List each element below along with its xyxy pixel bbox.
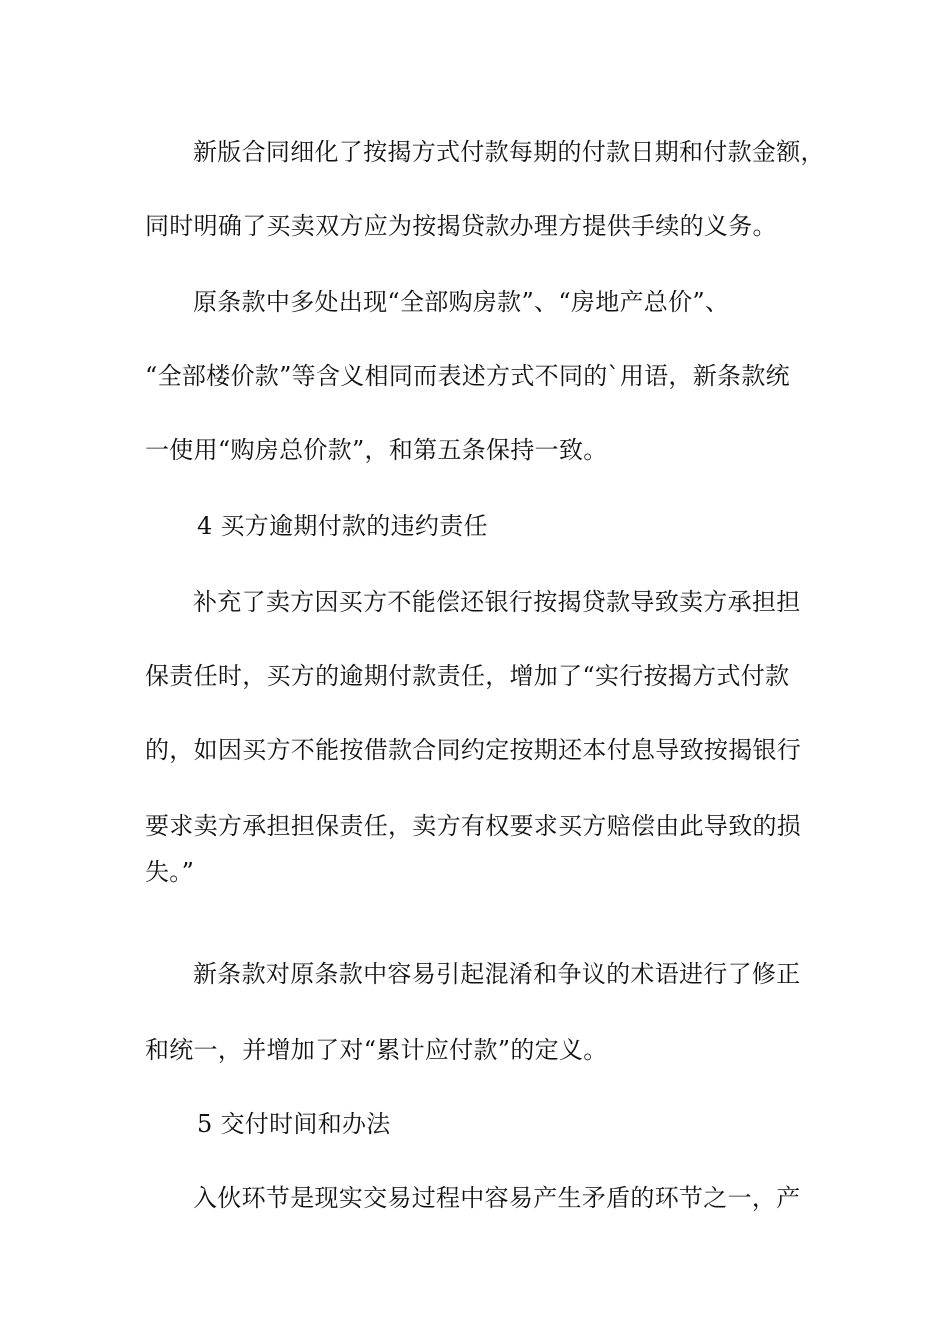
paragraph-line: 原条款中多处出现“全部购房款”、“房地产总价”、 (193, 288, 730, 316)
paragraph-line: 同时明确了买卖双方应为按揭贷款办理方提供手续的义务。 (145, 212, 777, 240)
paragraph-line: “全部楼价款”等含义相同而表述方式不同的`用语，新条款统 (145, 362, 790, 390)
paragraph-line: 和统一，并增加了对“累计应付款”的定义。 (145, 1036, 608, 1064)
paragraph-line: 失。” (145, 858, 195, 886)
section-heading: 5 交付时间和办法 (197, 1110, 391, 1138)
paragraph-line: 入伙环节是现实交易过程中容易产生矛盾的环节之一，产 (193, 1184, 801, 1212)
paragraph-line: 新条款对原条款中容易引起混淆和争议的术语进行了修正 (193, 960, 801, 988)
paragraph-line: 要求卖方承担担保责任，卖方有权要求买方赔偿由此导致的损 (145, 812, 802, 840)
paragraph-line: 新版合同细化了按揭方式付款每期的付款日期和付款金额， (193, 138, 825, 166)
paragraph-line: 保责任时，买方的逾期付款责任，增加了“实行按揭方式付款 (145, 662, 790, 690)
section-heading: 4 买方逾期付款的违约责任 (197, 512, 488, 540)
paragraph-line: 一使用“购房总价款”，和第五条保持一致。 (145, 436, 608, 464)
paragraph-line: 补充了卖方因买方不能偿还银行按揭贷款导致卖方承担担 (193, 588, 801, 616)
paragraph-line: 的，如因买方不能按借款合同约定按期还本付息导致按揭银行 (145, 736, 802, 764)
